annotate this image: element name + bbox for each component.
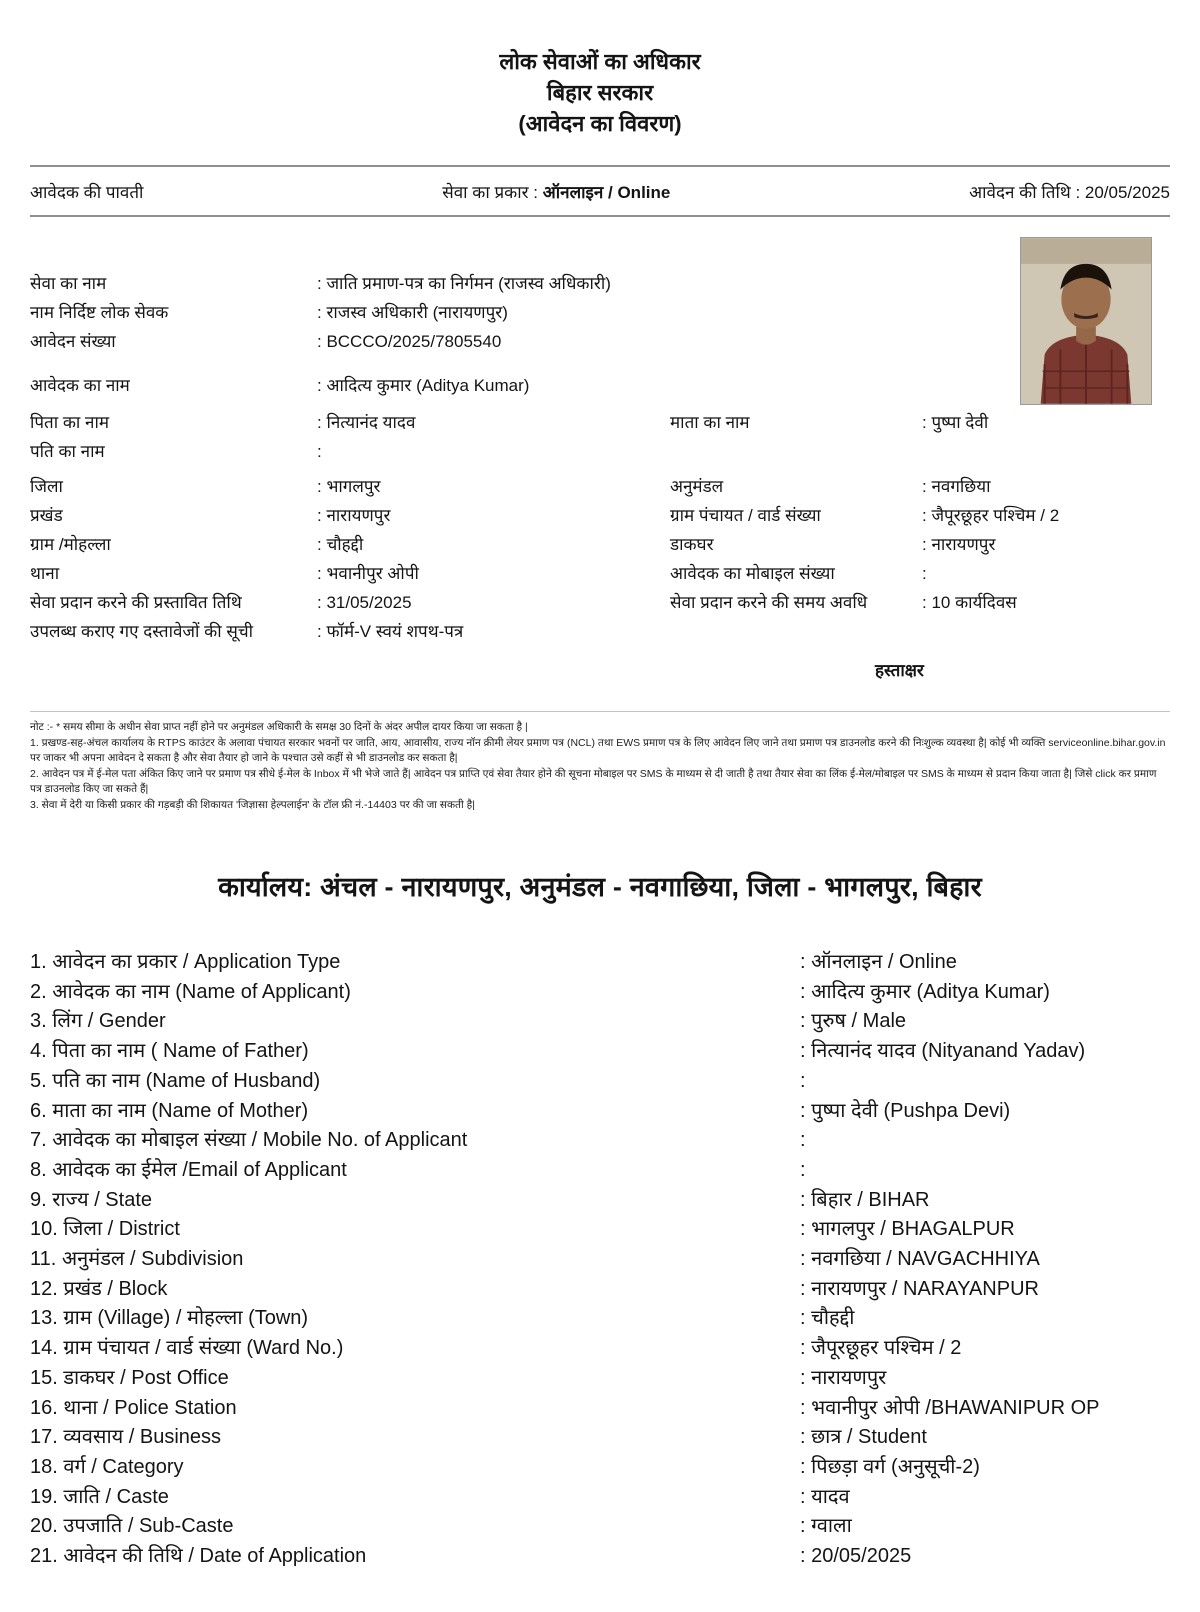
list-item-label: 12. प्रखंड / Block [30, 1277, 168, 1300]
notes-section [30, 711, 1170, 813]
document-header [30, 0, 1170, 139]
list-item [30, 948, 1170, 978]
list-item-value: : यादव [800, 1485, 850, 1508]
list-item [30, 1097, 1170, 1127]
list-item-label: 18. वर्ग / Category [30, 1455, 184, 1478]
applicant-photo [1020, 237, 1152, 405]
list-item-label: 7. आवेदक का मोबाइल संख्या / Mobile No. of Applicant [30, 1129, 468, 1152]
field-label: सेवा का नाम [30, 274, 107, 293]
detail-row [30, 559, 1170, 588]
list-item-label: 11. अनुमंडल / Subdivision [30, 1248, 244, 1271]
service-type-value: ऑनलाइन / Online [542, 183, 671, 202]
list-item-value: : नारायणपुर / NARAYANPUR [800, 1277, 1039, 1300]
list-item [30, 1275, 1170, 1305]
field-label: उपलब्ध कराए गए दस्तावेजों की सूची [30, 622, 254, 641]
field-value: : राजस्व अधिकारी (नारायणपुर) [317, 303, 508, 322]
detail-row [30, 408, 1170, 437]
list-item-label: 10. जिला / District [30, 1218, 180, 1241]
list-item [30, 1067, 1170, 1097]
field-label: थाना [30, 564, 60, 583]
field-value: : नारायणपुर [922, 535, 996, 554]
detail-row [30, 588, 1170, 617]
field-value: : जैपूरछूहर पश्चिम / 2 [922, 506, 1060, 525]
list-item-label: 6. माता का नाम (Name of Mother) [30, 1099, 309, 1122]
detail-row [30, 617, 1170, 646]
list-item [30, 1423, 1170, 1453]
field-label: माता का नाम [670, 413, 750, 432]
field-value: : नित्यानंद यादव [317, 413, 416, 432]
field-label: डाकघर [670, 535, 714, 554]
signature-label: हस्ताक्षर [875, 661, 924, 680]
field-value: : भागलपुर [317, 477, 381, 496]
list-item [30, 1215, 1170, 1245]
list-item-label: 19. जाति / Caste [30, 1485, 169, 1508]
list-item-value: : भागलपुर / BHAGALPUR [800, 1218, 1015, 1241]
list-item [30, 1304, 1170, 1334]
field-value: : आदित्य कुमार (Aditya Kumar) [317, 376, 530, 395]
detail-row [30, 371, 1170, 400]
list-item-label: 5. पति का नाम (Name of Husband) [30, 1069, 321, 1092]
detail-row [30, 269, 1170, 298]
list-item-label: 13. ग्राम (Village) / मोहल्ला (Town) [30, 1307, 309, 1330]
office-heading: कार्यालय: अंचल - नारायणपुर, अनुमंडल - नवगाछिया, जिला - भागलपुर, बिहार [218, 872, 982, 902]
list-item [30, 1542, 1170, 1572]
list-item-value: : पिछड़ा वर्ग (अनुसूची-2) [800, 1455, 980, 1478]
list-item-value: : [800, 1069, 806, 1092]
field-label: आवेदन संख्या [30, 332, 116, 351]
field-value: : पुष्पा देवी [922, 413, 989, 432]
list-item [30, 1007, 1170, 1037]
field-label: नाम निर्दिष्ट लोक सेवक [30, 303, 169, 322]
field-label: आवेदक का नाम [30, 376, 130, 395]
note-head: नोट :- * समय सीमा के अधीन सेवा प्राप्त नहीं होने पर अनुमंडल अधिकारी के समक्ष 30 दिनों के अंदर अपील दायर किया जा सकता है | [30, 721, 528, 733]
list-item-label: 14. ग्राम पंचायत / वार्ड संख्या (Ward No.) [30, 1337, 344, 1360]
list-item-value: : नारायणपुर [800, 1366, 887, 1389]
field-value: : 10 कार्यदिवस [922, 593, 1017, 612]
list-item-label: 17. व्यवसाय / Business [30, 1426, 222, 1449]
list-item [30, 1453, 1170, 1483]
list-item [30, 1334, 1170, 1364]
list-item-value: : ग्वाला [800, 1515, 852, 1538]
service-type [442, 180, 670, 203]
field-label: ग्राम /मोहल्ला [30, 535, 111, 554]
applicant-receipt-label: आवेदक की पावती [30, 183, 144, 202]
list-item [30, 1245, 1170, 1275]
detail-row [30, 472, 1170, 501]
field-value: : भवानीपुर ओपी [317, 564, 419, 583]
note-3: 3. सेवा में देरी या किसी प्रकार की गड़बड़ी की शिकायत 'जिज्ञासा हेल्पलाईन' के टॉल फ्री नं.-14403 पर की जा सकती है| [30, 798, 475, 811]
field-value: : जाति प्रमाण-पत्र का निर्गमन (राजस्व अधिकारी) [317, 274, 611, 293]
detail-row [30, 327, 1170, 356]
field-label: पति का नाम [30, 442, 105, 461]
meta-bar [30, 165, 1170, 217]
field-value: : [317, 442, 322, 461]
list-item-value: : पुष्पा देवी (Pushpa Devi) [800, 1099, 1011, 1122]
list-item-label: 3. लिंग / Gender [30, 1010, 166, 1033]
detail-row [30, 530, 1170, 559]
field-value: : चौहद्दी [317, 535, 364, 554]
list-item-value: : चौहद्दी [800, 1307, 855, 1330]
list-item-value: : आदित्य कुमार (Aditya Kumar) [800, 980, 1050, 1003]
field-label: प्रखंड [30, 506, 63, 525]
list-item-label: 8. आवेदक का ईमेल /Email of Applicant [30, 1158, 347, 1181]
service-type-label: सेवा का प्रकार : [442, 183, 543, 202]
list-item [30, 1512, 1170, 1542]
field-value: : [922, 564, 927, 583]
list-item [30, 978, 1170, 1008]
applicant-photo-image [1021, 238, 1151, 404]
field-label: सेवा प्रदान करने की प्रस्तावित तिथि [30, 593, 242, 612]
header-subtitle: (आवेदन का विवरण) [518, 111, 682, 136]
list-item-value: : भवानीपुर ओपी /BHAWANIPUR OP [800, 1396, 1100, 1419]
header-government: बिहार सरकार [546, 80, 654, 105]
header-title: लोक सेवाओं का अधिकार [499, 49, 701, 74]
list-item-label: 2. आवेदक का नाम (Name of Applicant) [30, 980, 351, 1003]
field-label: जिला [30, 477, 63, 496]
detail-row [30, 501, 1170, 530]
list-item-label: 1. आवेदन का प्रकार / Application Type [30, 951, 341, 973]
application-summary-list [30, 948, 1170, 1572]
note-1: 1. प्रखण्ड-सह-अंचल कार्यालय के RTPS काउंटर के अलावा पंचायत सरकार भवनों पर जाति, आय, आवासीय, राज्य नॉन क्रीमी लेयर प्रमाण पत्र (NCL) तथा EWS प्रमाण पत्र के लिए आवेदन लिए जाने तथा प्रमाण पत्र डाउनलोड करने की निःशुल्क व्यवस्था है| कोई भी व्यक्ति serviceonline.bihar.gov.in पर जाकर भी अपना आवेदन दे सकता है और सेवा तैयार हो जाने के पश्चात उसे कहीं से भी डाउनलोड कर सकता है| [30, 736, 1166, 764]
application-details-section [30, 269, 1170, 681]
list-item-label: 21. आवेदन की तिथि / Date of Application [30, 1545, 367, 1568]
list-item-value: : नित्यानंद यादव (Nityanand Yadav) [800, 1040, 1086, 1063]
list-item-value: : पुरुष / Male [800, 1010, 907, 1033]
list-item [30, 1037, 1170, 1067]
list-item [30, 1186, 1170, 1216]
list-item-value: : बिहार / BIHAR [800, 1188, 930, 1211]
list-item-value: : नवगछिया / NAVGACHHIYA [800, 1248, 1040, 1271]
field-label: अनुमंडल [670, 477, 724, 496]
list-item-value: : [800, 1129, 806, 1152]
list-item [30, 1156, 1170, 1186]
list-item-label: 15. डाकघर / Post Office [30, 1366, 229, 1389]
list-item-value: : छात्र / Student [800, 1426, 927, 1449]
list-item-label: 20. उपजाति / Sub-Caste [30, 1515, 234, 1538]
list-item-label: 9. राज्य / State [30, 1188, 153, 1211]
list-item [30, 1126, 1170, 1156]
field-label: सेवा प्रदान करने की समय अवधि [670, 593, 868, 612]
list-item-value: : जैपूरछूहर पश्चिम / 2 [800, 1337, 962, 1360]
application-date: आवेदन की तिथि : 20/05/2025 [969, 183, 1170, 202]
list-item-value: : ऑनलाइन / Online [800, 951, 957, 973]
detail-row [30, 298, 1170, 327]
list-item [30, 1364, 1170, 1394]
field-value: : BCCCO/2025/7805540 [317, 332, 502, 351]
detail-row [30, 437, 1170, 466]
list-item-label: 16. थाना / Police Station [30, 1396, 237, 1419]
list-item [30, 1394, 1170, 1424]
list-item-label: 4. पिता का नाम ( Name of Father) [30, 1040, 309, 1063]
field-value: : फॉर्म-V स्वयं शपथ-पत्र [317, 622, 464, 641]
field-label: आवेदक का मोबाइल संख्या [670, 564, 835, 583]
note-2: 2. आवेदन पत्र में ई-मेल पता अंकित किए जाने पर प्रमाण पत्र सीधे ई-मेल के Inbox में भी भेजे जाते हैं| आवेदन पत्र प्राप्ति एवं सेवा तैयार होने की सूचना मोबाइल पर SMS के माध्यम से दी जाती है तथा तैयार सेवा का लिंक ई-मेल/मोबाइल पर SMS के माध्यम से प्रदान किया जाता है| जिसे click कर प्रमाण पत्र डाउनलोड किए जा सकते हैं| [30, 767, 1157, 795]
list-item [30, 1483, 1170, 1513]
field-value: : नारायणपुर [317, 506, 391, 525]
field-label: ग्राम पंचायत / वार्ड संख्या [670, 506, 821, 525]
list-item-value: : [800, 1158, 806, 1181]
field-label: पिता का नाम [30, 413, 110, 432]
field-value: : 31/05/2025 [317, 593, 412, 612]
list-item-value: : 20/05/2025 [800, 1545, 912, 1568]
field-value: : नवगछिया [922, 477, 991, 496]
